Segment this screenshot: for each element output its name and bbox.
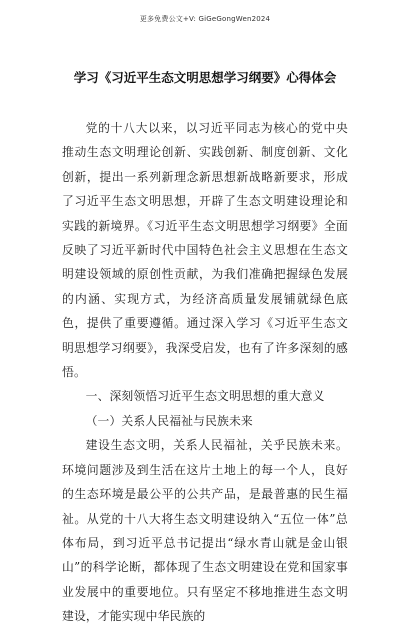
- section-heading: 一、深刻领悟习近平生态文明思想的重大意义: [85, 389, 325, 404]
- body-paragraph: 建设生态文明，关系人民福祉，关乎民族未来。环境问题涉及到生活在这片土地上的每一个人，良好的生态环境是最公平的公共产品，是最普惠的民生福祉。从党的十八大将生态文明建设纳入“五位一体”总体布局，到习近平总书记提出“绿水青山就是金山银山”的科学论断，都体现了生态文明建设在党和国家事业发展中的重要地位。只有坚定不移地推进生态文明建设，才能实现中华民族的: [62, 438, 348, 624]
- intro-paragraph: 党的十八大以来，以习近平同志为核心的党中央推动生态文明理论创新、实践创新、制度创新、文化创新，提出一系列新理念新思想新战略新要求，形成了习近平生态文明思想，开辟了生态文明建设理论和实践的新境界。《习近平生态文明思想学习纲要》全面反映了习近平新时代中国特色社会主义思想在生态文明建设领域的原创性贡献，为我们准确把握绿色发展的内涵、实现方式，为经济高质量发展铺就绿色底色，提供了重要遵循。通过深入学习《习近平生态文明思想学习纲要》，我深受启发，也有了许多深刻的感悟。: [62, 121, 348, 380]
- document-title: 学习《习近平生态文明思想学习纲要》心得体会: [73, 70, 337, 85]
- subsection-heading: （一）关系人民福祉与民族未来: [85, 413, 253, 428]
- document-body: [62, 116, 348, 629]
- header-note: 更多免费公文+V: GiGeGongWen2024: [139, 15, 271, 23]
